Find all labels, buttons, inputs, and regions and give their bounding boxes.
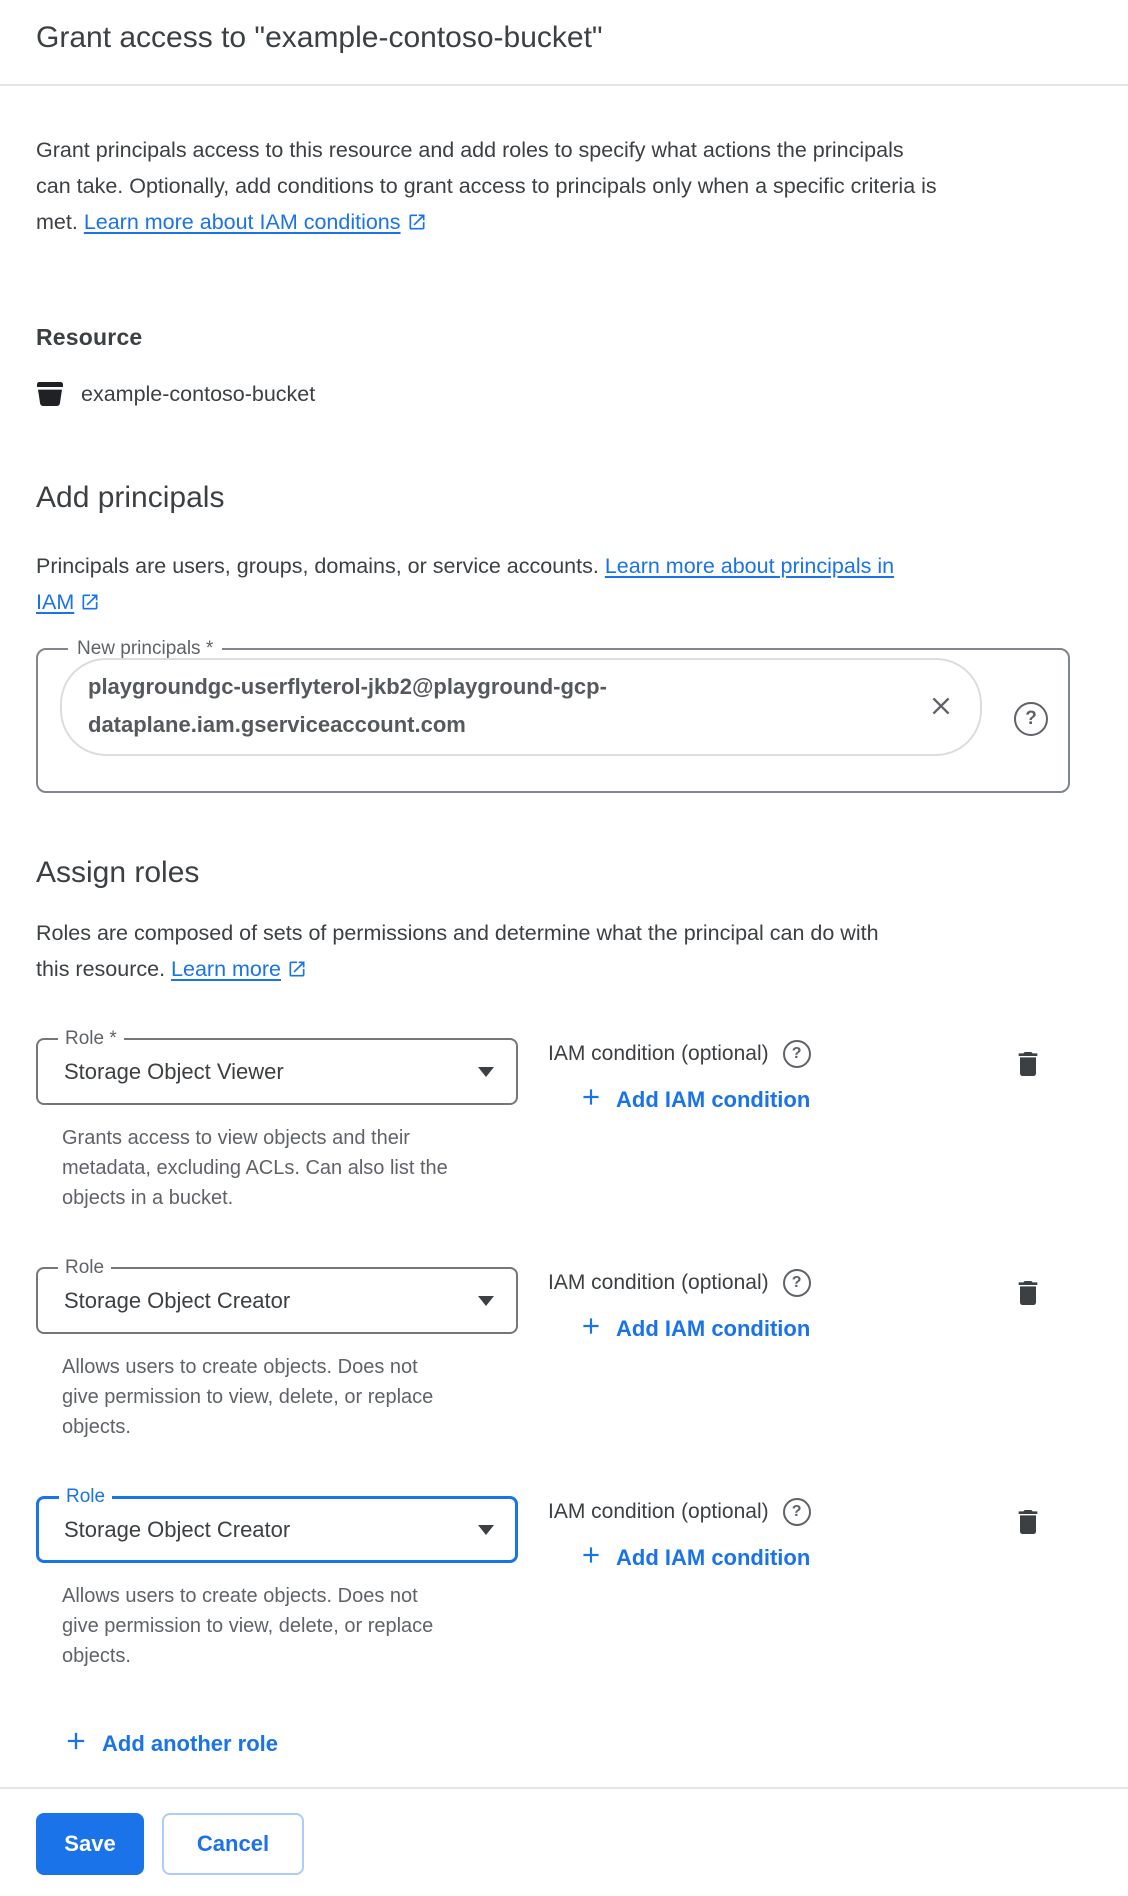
resource-name: example-contoso-bucket <box>81 382 316 406</box>
add-iam-condition-button[interactable]: Add IAM condition <box>578 1084 810 1116</box>
delete-role-button[interactable] <box>1008 1277 1048 1317</box>
new-principals-field[interactable] <box>36 638 1070 793</box>
delete-role-button[interactable] <box>1008 1506 1048 1546</box>
trash-icon <box>1012 1277 1044 1317</box>
roles-paragraph <box>36 915 884 990</box>
intro-paragraph <box>36 132 940 243</box>
role-select-label: Role * <box>58 1027 124 1051</box>
plus-icon <box>578 1313 604 1345</box>
role-description: Allows users to create objects. Does not give permission to view, delete, or replace objects. <box>62 1356 434 1438</box>
resource-heading: Resource <box>36 324 143 350</box>
iam-condition-label: IAM condition (optional) <box>548 1042 769 1065</box>
save-button[interactable]: Save <box>36 1813 144 1875</box>
resource-item <box>36 381 1092 408</box>
cancel-button[interactable]: Cancel <box>162 1813 304 1875</box>
add-iam-condition-button[interactable]: Add IAM condition <box>578 1542 810 1574</box>
role-description: Allows users to create objects. Does not give permission to view, delete, or replace objects. <box>62 1585 434 1667</box>
footer-divider <box>0 1787 1128 1789</box>
iam-condition-help-icon[interactable]: ? <box>783 1269 811 1297</box>
iam-condition-help-icon[interactable]: ? <box>783 1498 811 1526</box>
role-select-label: Role <box>58 1256 111 1280</box>
intro-text: Grant principals access to this resource and add roles to specify what actions the principals can take. Optionally, add conditions to grant access to principals only when a specific criteria is met. <box>36 138 937 234</box>
role-select[interactable] <box>36 1486 518 1563</box>
add-principals-heading: Add principals <box>36 481 225 514</box>
bucket-icon <box>36 381 64 408</box>
role-select-label: Role <box>59 1485 112 1509</box>
role-row <box>36 1486 1092 1671</box>
external-link-icon <box>80 587 100 623</box>
external-link-icon <box>287 954 307 990</box>
action-bar <box>36 1813 1092 1875</box>
role-description: Grants access to view objects and their metadata, excluding ACLs. Can also list the objects in a bucket. <box>62 1127 448 1209</box>
role-select[interactable] <box>36 1028 518 1105</box>
principals-text: Principals are users, groups, domains, or service accounts. <box>36 554 599 578</box>
role-select-value: Storage Object Creator <box>64 1516 291 1542</box>
principals-paragraph <box>36 548 896 623</box>
principals-help-icon[interactable]: ? <box>1014 702 1048 736</box>
external-link-icon <box>407 207 427 243</box>
role-row <box>36 1028 1092 1213</box>
dropdown-caret-icon <box>478 1296 494 1306</box>
role-row <box>36 1257 1092 1442</box>
learn-more-principals-link[interactable]: Learn more about principals in IAM <box>36 554 894 614</box>
principal-email: playgroundgc-userflyterol-jkb2@playground-gcp-dataplane.iam.gserviceaccount.com <box>88 674 607 737</box>
new-principals-label: New principals * <box>68 637 222 661</box>
plus-icon <box>62 1727 90 1761</box>
dialog-title: Grant access to "example-contoso-bucket" <box>36 21 603 54</box>
roles-text: Roles are composed of sets of permissions and determine what the principal can do with this resource. <box>36 921 879 981</box>
role-select-value: Storage Object Viewer <box>64 1058 284 1084</box>
learn-more-iam-conditions-link[interactable]: Learn more about IAM conditions <box>84 210 427 234</box>
add-iam-condition-button[interactable]: Add IAM condition <box>578 1313 810 1345</box>
principal-chip <box>60 658 982 756</box>
plus-icon <box>578 1084 604 1116</box>
trash-icon <box>1012 1506 1044 1546</box>
iam-condition-label: IAM condition (optional) <box>548 1500 769 1523</box>
iam-condition-label: IAM condition (optional) <box>548 1271 769 1294</box>
trash-icon <box>1012 1048 1044 1088</box>
role-select-value: Storage Object Creator <box>64 1287 291 1313</box>
dropdown-caret-icon <box>478 1067 494 1077</box>
remove-principal-button[interactable] <box>926 691 956 721</box>
iam-condition-help-icon[interactable]: ? <box>783 1040 811 1068</box>
add-another-role-button[interactable]: Add another role <box>62 1727 278 1761</box>
delete-role-button[interactable] <box>1008 1048 1048 1088</box>
plus-icon <box>578 1542 604 1574</box>
header-divider <box>0 84 1128 86</box>
role-select[interactable] <box>36 1257 518 1334</box>
assign-roles-heading: Assign roles <box>36 856 200 889</box>
dropdown-caret-icon <box>478 1525 494 1535</box>
learn-more-roles-link[interactable]: Learn more <box>171 957 307 981</box>
